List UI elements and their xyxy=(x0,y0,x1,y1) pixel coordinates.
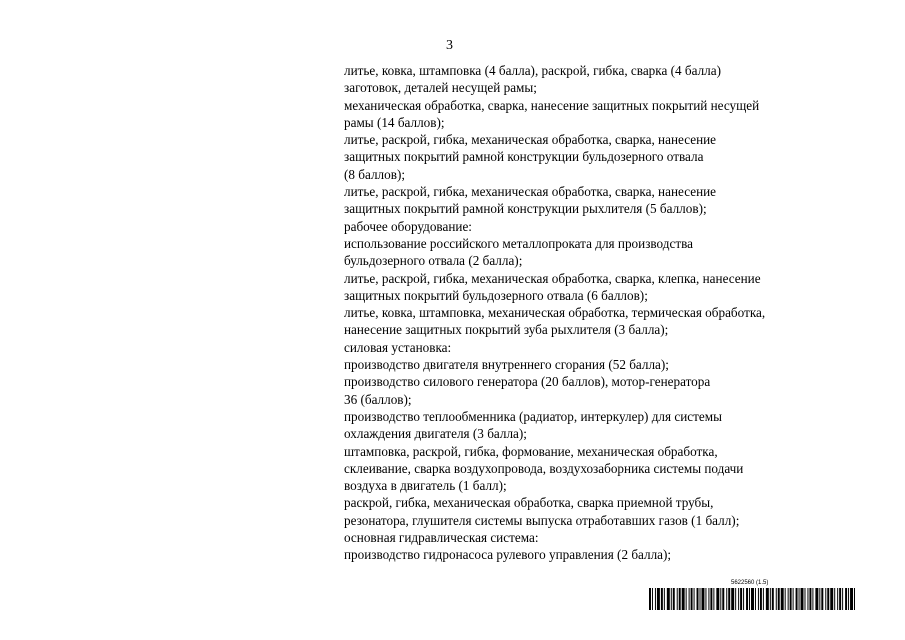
text-line: производство гидронасоса рулевого управления (2 балла); xyxy=(344,547,672,563)
text-line: склеивание, сварка воздухопровода, воздухозаборника системы подачи xyxy=(344,460,744,476)
barcode-bar xyxy=(701,588,704,610)
barcode-bar xyxy=(796,588,798,610)
barcode-bar xyxy=(749,588,750,610)
barcode-bar xyxy=(689,588,690,610)
barcode-bar xyxy=(755,588,756,610)
barcode-bar xyxy=(746,588,748,610)
text-line: производство силового генератора (20 баллов), мотор-генератора xyxy=(344,374,711,390)
barcode-bar xyxy=(731,588,734,610)
barcode-bar xyxy=(830,588,833,610)
text-line: основная гидравлическая система: xyxy=(344,530,539,546)
text-line: механическая обработка, сварка, нанесение защитных покрытий несущей xyxy=(344,97,760,113)
text-line: 36 (баллов); xyxy=(344,391,412,407)
barcode-bar xyxy=(763,588,764,610)
barcode-bar xyxy=(679,588,681,610)
text-line: производство теплообменника (радиатор, интеркулер) для системы xyxy=(344,408,722,424)
barcode-bar xyxy=(758,588,759,610)
barcode-bar xyxy=(661,588,663,610)
barcode xyxy=(649,588,855,610)
text-line: воздуха в двигатель (1 балл); xyxy=(344,478,507,494)
barcode-bar xyxy=(790,588,792,610)
barcode-bar xyxy=(839,588,841,610)
barcode-bar xyxy=(821,588,823,610)
text-line: силовая установка: xyxy=(344,339,452,355)
barcode-bar xyxy=(801,588,804,610)
barcode-bar xyxy=(854,588,855,610)
barcode-bar xyxy=(682,588,685,610)
text-line: литье, раскрой, гибка, механическая обработка, сварка, нанесение xyxy=(344,184,717,200)
barcode-bar xyxy=(713,588,714,610)
barcode-bar xyxy=(720,588,721,610)
document-body xyxy=(344,62,844,564)
barcode-bar xyxy=(827,588,829,610)
barcode-bar xyxy=(667,588,670,610)
barcode-bar xyxy=(705,588,706,610)
barcode-bar xyxy=(837,588,838,610)
text-line: бульдозерного отвала (2 балла); xyxy=(344,253,523,269)
barcode-bar xyxy=(673,588,675,610)
text-line: защитных покрытий бульдозерного отвала (6 баллов); xyxy=(344,287,648,303)
barcode-bar xyxy=(825,588,826,610)
barcode-bar xyxy=(686,588,687,610)
text-line: производство двигателя внутреннего сгорания (52 балла); xyxy=(344,357,669,373)
barcode-bar xyxy=(691,588,693,610)
barcode-bar xyxy=(722,588,724,610)
barcode-bar xyxy=(700,588,701,610)
barcode-bar xyxy=(726,588,727,610)
text-line: использование российского металлопроката для производства xyxy=(344,235,694,251)
text-line: рабочее оборудование: xyxy=(344,218,472,234)
barcode-bar xyxy=(677,588,678,610)
barcode-bar xyxy=(778,588,780,610)
barcode-bar xyxy=(738,588,739,610)
barcode-bar xyxy=(697,588,699,610)
text-line: рамы (14 баллов); xyxy=(344,114,445,130)
barcode-bar xyxy=(710,588,712,610)
barcode-bar xyxy=(845,588,847,610)
barcode-bar xyxy=(671,588,672,610)
barcode-bar xyxy=(804,588,805,610)
barcode-bar xyxy=(788,588,789,610)
text-line: охлаждения двигателя (3 балла); xyxy=(344,426,527,442)
barcode-bar xyxy=(809,588,811,610)
text-line: (8 баллов); xyxy=(344,166,405,182)
barcode-bar xyxy=(785,588,786,610)
text-line: литье, ковка, штамповка, механическая обработка, термическая обработка, xyxy=(344,305,766,321)
barcode-bar xyxy=(772,588,774,610)
barcode-bar xyxy=(728,588,730,610)
barcode-bar xyxy=(716,588,719,610)
text-line: защитных покрытий рамной конструкции рыхлителя (5 баллов); xyxy=(344,201,707,217)
barcode-bar xyxy=(819,588,820,610)
barcode-bar xyxy=(781,588,784,610)
barcode-bar xyxy=(652,588,653,610)
barcode-bar xyxy=(770,588,771,610)
text-line: нанесение защитных покрытий зуба рыхлителя (3 балла); xyxy=(344,322,669,338)
barcode-bar xyxy=(735,588,736,610)
text-line: литье, ковка, штамповка (4 балла), раскрой, гибка, сварка (4 балла) xyxy=(344,63,722,78)
barcode-bar xyxy=(708,588,709,610)
barcode-bar xyxy=(815,588,818,610)
barcode-bar xyxy=(657,588,660,610)
barcode-bar xyxy=(743,588,744,610)
barcode-bar xyxy=(799,588,800,610)
barcode-bar xyxy=(649,588,651,610)
barcode-bar xyxy=(812,588,813,610)
text-line: штамповка, раскрой, гибка, формование, механическая обработка, xyxy=(344,443,718,459)
barcode-bar xyxy=(694,588,695,610)
text-line: раскрой, гибка, механическая обработка, сварка приемной трубы, xyxy=(344,495,714,511)
barcode-bar xyxy=(807,588,808,610)
text-line: литье, раскрой, гибка, механическая обработка, сварка, нанесение xyxy=(344,132,717,148)
barcode-bar xyxy=(760,588,762,610)
text-line: литье, раскрой, гибка, механическая обработка, сварка, клепка, нанесение xyxy=(344,270,761,286)
text-line: резонатора, глушителя системы выпуска отработавших газов (1 балл); xyxy=(344,512,740,528)
barcode-bar xyxy=(834,588,835,610)
barcode-bar xyxy=(740,588,742,610)
barcode-bar xyxy=(664,588,665,610)
text-line: заготовок, деталей несущей рамы; xyxy=(344,80,537,96)
barcode-bar xyxy=(842,588,843,610)
barcode-bar xyxy=(766,588,769,610)
barcode-bar xyxy=(751,588,754,610)
barcode-bar xyxy=(850,588,853,610)
page-number: 3 xyxy=(446,38,453,53)
barcode-bar xyxy=(655,588,656,610)
text-line: защитных покрытий рамной конструкции бульдозерного отвала xyxy=(344,149,704,165)
barcode-bar xyxy=(776,588,777,610)
barcode-bar xyxy=(793,588,794,610)
barcode-bar xyxy=(848,588,849,610)
barcode-id: 5622560 (1.5) xyxy=(731,580,769,586)
